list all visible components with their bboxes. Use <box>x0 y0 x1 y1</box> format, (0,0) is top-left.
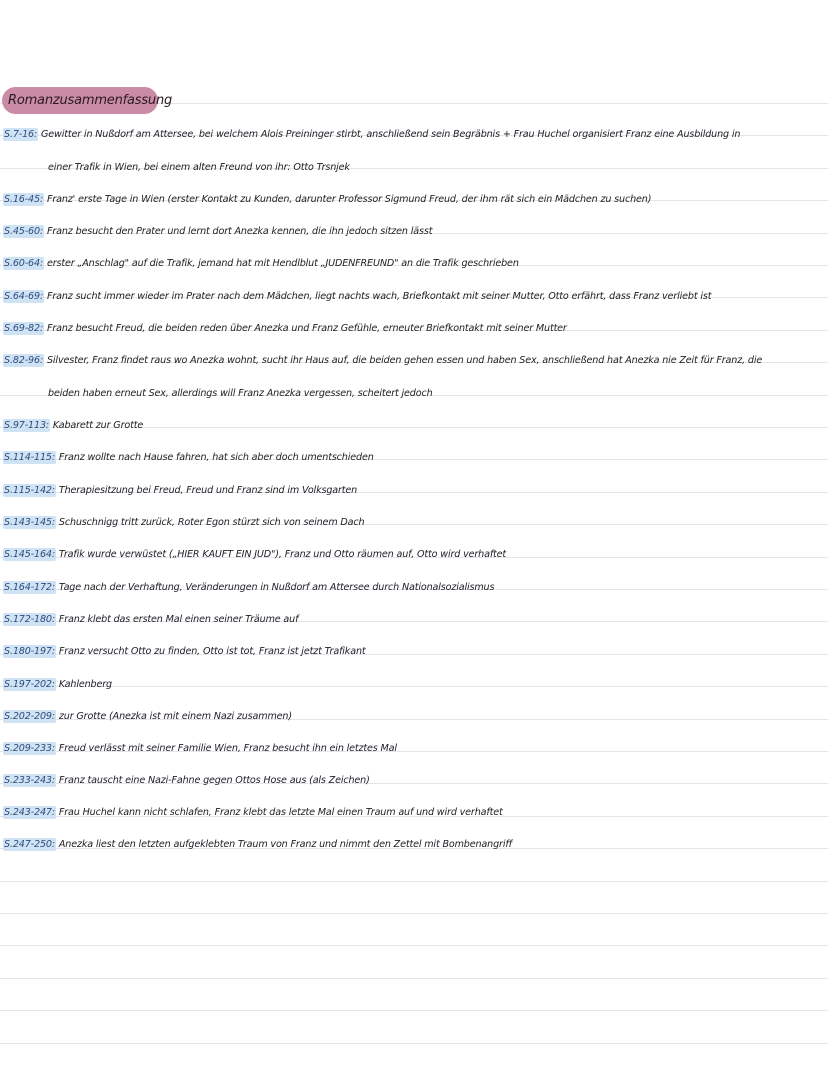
page-range: S.45-60: <box>4 226 44 237</box>
entry-text: Franz' erste Tage in Wien (erster Kontakt zu Kunden, darunter Professor Sigmund Freud, der ihm rät sich ein Mädchen zu suchen) <box>46 194 652 205</box>
page-range: S.7-16: <box>4 129 38 140</box>
list-item <box>3 410 818 443</box>
page-range: S.97-113: <box>4 420 50 431</box>
entry-text: zur Grotte (Anezka ist mit einem Nazi zusammen) <box>58 711 292 722</box>
list-item <box>3 733 818 766</box>
page-range: S.69-82: <box>4 323 44 334</box>
page-range: S.202-209: <box>4 711 55 722</box>
page-range: S.143-145: <box>4 517 55 528</box>
entry-text: Gewitter in Nußdorf am Attersee, bei welchem Alois Preininger stirbt, anschließend sein Begräbnis + Frau Huchel organisiert Franz eine Ausbildung in <box>41 129 741 140</box>
list-item <box>3 442 818 475</box>
entry-text: Kahlenberg <box>58 679 112 690</box>
page-range: S.243-247: <box>4 807 55 818</box>
ruled-line <box>0 978 828 979</box>
page-title: Romanzusammenfassung <box>2 87 158 114</box>
list-item <box>3 539 818 572</box>
list-item <box>3 797 818 830</box>
entry-text: Therapiesitzung bei Freud, Freud und Franz sind im Volksgarten <box>58 485 358 496</box>
entry-text: Franz sucht immer wieder im Prater nach dem Mädchen, liegt nachts wach, Briefkontakt mit seiner Mutter, Otto erfährt, dass Franz verliebt ist <box>46 291 712 302</box>
ruled-line <box>0 1010 828 1011</box>
entry-text: Kabarett zur Grotte <box>52 420 144 431</box>
list-item <box>3 281 818 314</box>
list-item <box>3 829 818 862</box>
entry-text: Freud verlässt mit seiner Familie Wien, Franz besucht ihn ein letztes Mal <box>58 743 397 754</box>
list-item <box>3 119 818 173</box>
list-item <box>3 701 818 734</box>
entry-text: Franz besucht den Prater und lernt dort Anezka kennen, die ihn jedoch sitzen lässt <box>46 226 433 237</box>
page-range: S.180-197: <box>4 646 55 657</box>
entry-text: Franz tauscht eine Nazi-Fahne gegen Ottos Hose aus (als Zeichen) <box>58 775 370 786</box>
entry-text: Franz besucht Freud, die beiden reden über Anezka und Franz Gefühle, erneuter Briefkontakt mit seiner Mutter <box>46 323 567 334</box>
page-range: S.60-64: <box>4 258 44 269</box>
page-range: S.115-142: <box>4 485 55 496</box>
page-range: S.82-96: <box>4 355 44 366</box>
list-item <box>3 313 818 346</box>
list-item <box>3 604 818 637</box>
entry-text: erster „Anschlag" auf die Trafik, jemand hat mit Hendlblut „JUDENFREUND" an die Trafik geschrieben <box>46 258 519 269</box>
page-range: S.209-233: <box>4 743 55 754</box>
ruled-line <box>0 945 828 946</box>
entry-text: Schuschnigg tritt zurück, Roter Egon stürzt sich von seinem Dach <box>58 517 365 528</box>
list-item <box>3 636 818 669</box>
entry-text: Silvester, Franz findet raus wo Anezka wohnt, sucht ihr Haus auf, die beiden gehen essen und haben Sex, anschließend hat Anezka nie Zeit für Franz, die <box>46 355 763 366</box>
list-item <box>3 765 818 798</box>
list-item <box>3 669 818 702</box>
ruled-line <box>0 913 828 914</box>
entry-text: Trafik wurde verwüstet („HIER KAUFT EIN JUD"), Franz und Otto räumen auf, Otto wird verhaftet <box>58 549 507 560</box>
list-item <box>3 216 818 249</box>
page-range: S.172-180: <box>4 614 55 625</box>
entry-continuation: beiden haben erneut Sex, allerdings will Franz Anezka vergessen, scheitert jedoch <box>48 387 433 399</box>
page-range: S.16-45: <box>4 194 44 205</box>
entry-text: Tage nach der Verhaftung, Veränderungen in Nußdorf am Attersee durch Nationalsozialismus <box>58 582 495 593</box>
page-range: S.247-250: <box>4 839 55 850</box>
list-item <box>3 248 818 281</box>
page-range: S.233-243: <box>4 775 55 786</box>
list-item <box>3 507 818 540</box>
page-range: S.145-164: <box>4 549 55 560</box>
list-item <box>3 572 818 605</box>
list-item <box>3 345 818 399</box>
page-range: S.64-69: <box>4 291 44 302</box>
page-range: S.114-115: <box>4 452 55 463</box>
ruled-line <box>0 881 828 882</box>
list-item <box>3 184 818 217</box>
list-item <box>3 475 818 508</box>
page-range: S.164-172: <box>4 582 55 593</box>
entry-text: Franz wollte nach Hause fahren, hat sich aber doch umentschieden <box>58 452 374 463</box>
page-range: S.197-202: <box>4 679 55 690</box>
entry-text: Anezka liest den letzten aufgeklebten Traum von Franz und nimmt den Zettel mit Bombenangriff <box>58 839 512 850</box>
entry-text: Franz klebt das ersten Mal einen seiner Träume auf <box>58 614 299 625</box>
entry-text: Franz versucht Otto zu finden, Otto ist tot, Franz ist jetzt Trafikant <box>58 646 366 657</box>
entry-continuation: einer Trafik in Wien, bei einem alten Freund von ihr: Otto Trsnjek <box>48 161 350 173</box>
entry-text: Frau Huchel kann nicht schlafen, Franz klebt das letzte Mal einen Traum auf und wird verhaftet <box>58 807 503 818</box>
ruled-line <box>0 1043 828 1044</box>
